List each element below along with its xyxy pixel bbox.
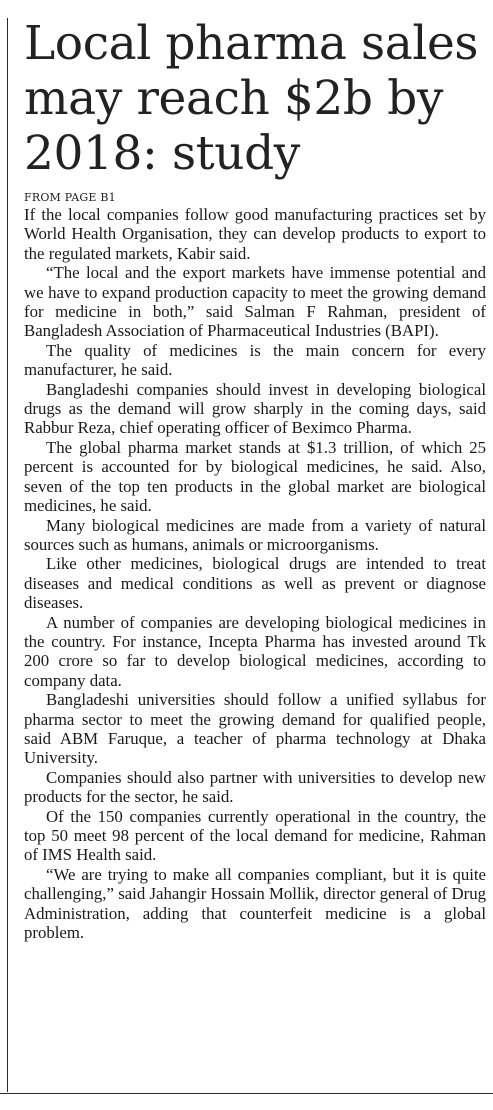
paragraph: Like other medicines, biological drugs are intended to treat diseases and medical conditions as well as prevent or diagnose diseases. [24,554,486,613]
paragraph: “The local and the export markets have immense potential and we have to expand production capacity to meet the growing demand for medicine in both,” said Salman F Rahman, president of Bangladesh Association of Pharmaceutical Industries (BAPI). [24,263,486,341]
paragraph: The global pharma market stands at $1.3 trillion, of which 25 percent is accounted for by biological medicines, he said. Also, seven of the top ten products in the global market are biological medicines, he said. [24,437,486,516]
headline [24,16,486,181]
paragraph: A number of companies are developing biological medicines in the country. For instance, Incepta Pharma has invested around Tk 200 crore so far to develop biological medicines, according to company data. [24,612,486,690]
headline-line-2: may reach $2b by [24,71,443,126]
bottom-rule [0,1093,493,1094]
column-rule-left [7,18,8,1092]
paragraph: “We are trying to make all companies compliant, but it is quite challenging,” said Jahangir Hossain Mollik, director general of Drug Administration, adding that counterfeit medicine is a global problem. [24,864,486,943]
news-article [24,16,486,942]
headline-line-1: Local pharma sales [24,16,479,71]
paragraph: Of the 150 companies currently operational in the country, the top 50 meet 98 percent of the local demand for medicine, Rahman of IMS Health said. [24,806,486,865]
paragraph: Bangladeshi universities should follow a unified syllabus for pharma sector to meet the growing demand for qualified people, said ABM Faruque, a teacher of pharma technology at Dhaka University. [24,690,486,768]
paragraph: Bangladeshi companies should invest in developing biological drugs as the demand will grow sharply in the coming days, said Rabbur Reza, chief operating officer of Beximco Pharma. [24,379,486,438]
paragraph: Companies should also partner with universities to develop new products for the sector, he said. [24,767,486,807]
paragraph: Many biological medicines are made from a variety of natural sources such as humans, animals or microorganisms. [24,515,486,554]
paragraph: The quality of medicines is the main concern for every manufacturer, he said. [24,340,486,380]
article-body [24,205,486,942]
jump-line: FROM PAGE B1 [24,191,116,204]
paragraph: If the local companies follow good manufacturing practices set by World Health Organisation, they can develop products to export to the regulated markets, Kabir said. [24,205,486,263]
headline-line-3: 2018: study [24,126,300,181]
